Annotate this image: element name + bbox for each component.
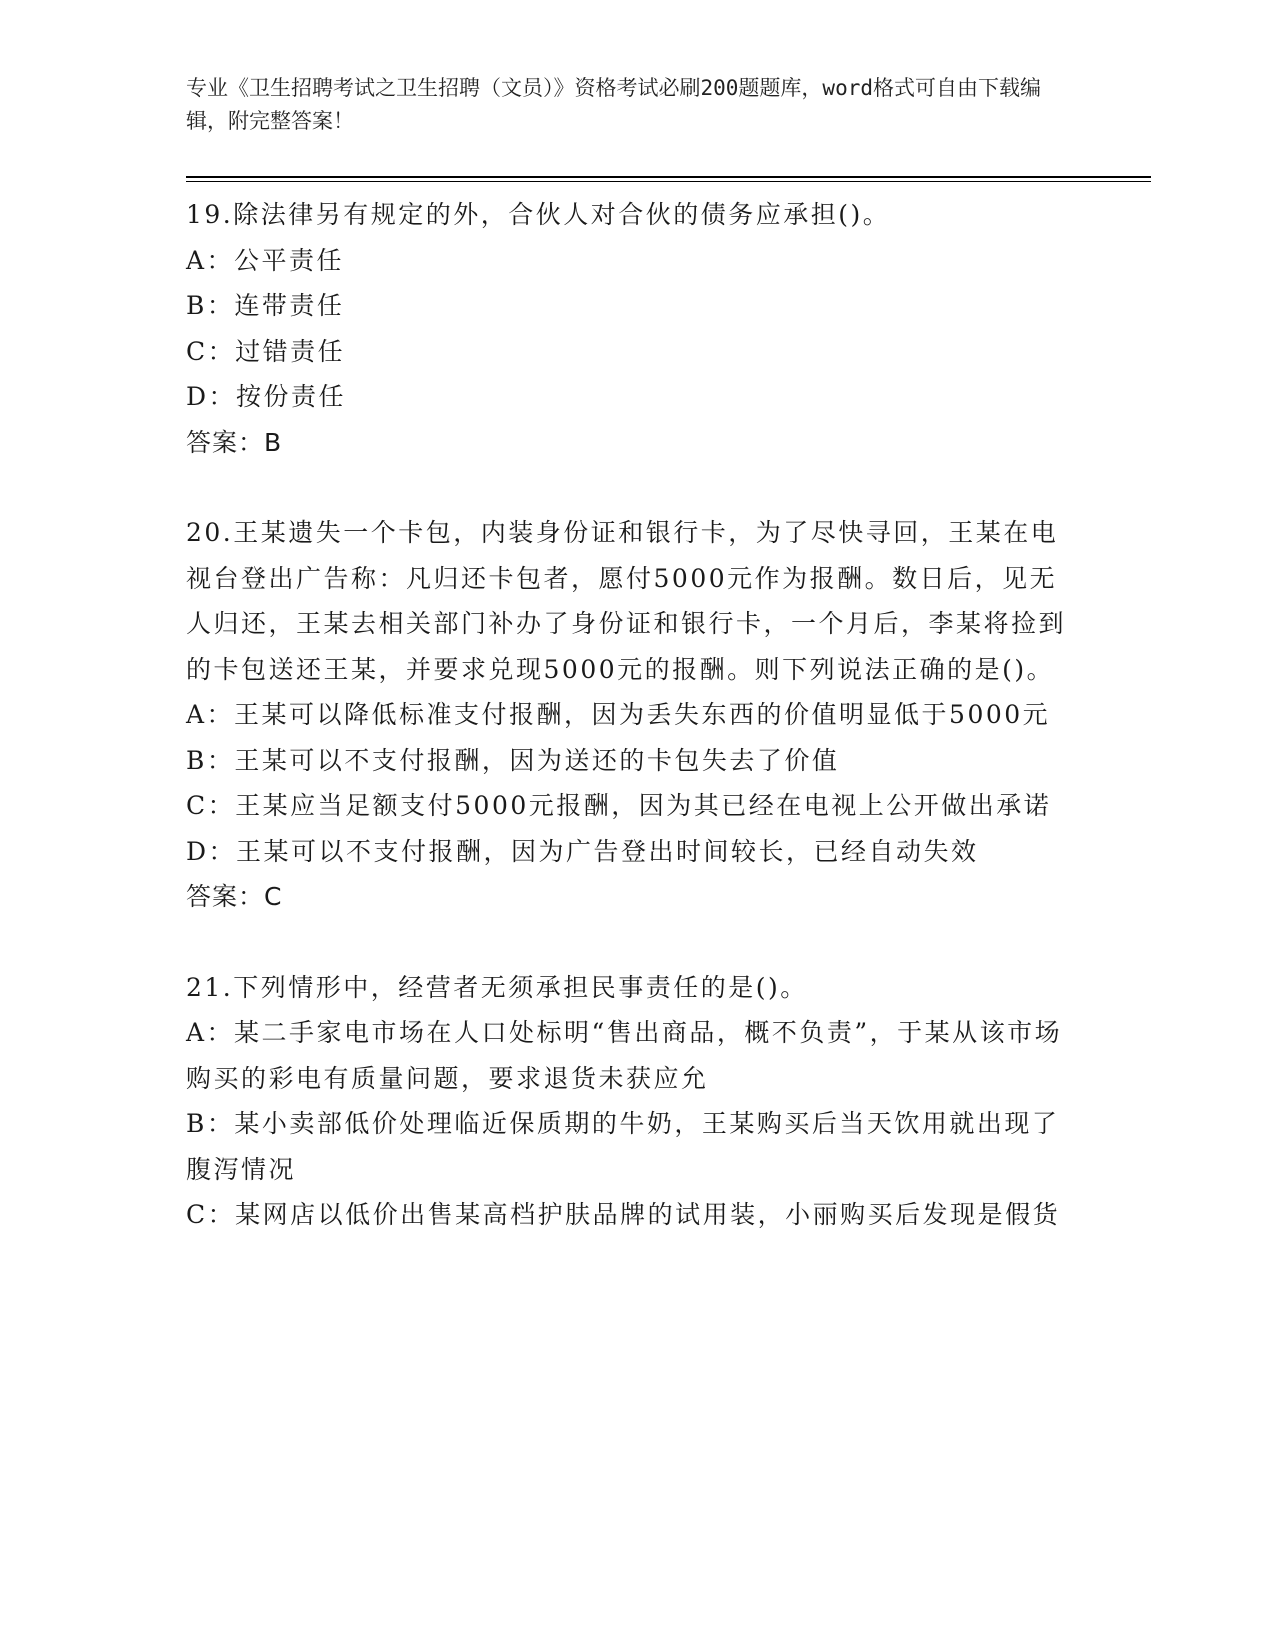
option-a: A：公平责任 bbox=[186, 245, 345, 275]
document-header: 专业《卫生招聘考试之卫生招聘（文员）》资格考试必刷200题题库，word格式可自由下载编辑，附完整答案！ bbox=[186, 76, 1041, 133]
answer: 答案：C bbox=[186, 882, 283, 911]
option-a: A：王某可以降低标准支付报酬，因为丢失东西的价值明显低于5000元 bbox=[186, 700, 1051, 729]
question-19 bbox=[186, 192, 1076, 465]
option-c: C：某网店以低价出售某高档护肤品牌的试用装，小丽购买后发现是假货 bbox=[186, 1200, 1061, 1229]
option-c: C：王某应当足额支付5000元报酬，因为其已经在电视上公开做出承诺 bbox=[186, 791, 1052, 820]
option-b: B：连带责任 bbox=[186, 291, 345, 320]
option-a: A：某二手家电市场在人口处标明“售出商品，概不负责”，于某从该市场购买的彩电有质量问题，要求退货未获应允 bbox=[186, 1018, 1063, 1093]
header-rule-thick bbox=[186, 176, 1151, 178]
option-b: B：王某可以不支付报酬，因为送还的卡包失去了价值 bbox=[186, 745, 840, 775]
question-20 bbox=[186, 510, 1076, 920]
question-21 bbox=[186, 965, 1076, 1238]
option-d: D：按份责任 bbox=[186, 382, 347, 411]
answer: 答案：B bbox=[186, 427, 283, 457]
question-list bbox=[186, 192, 1076, 1238]
header-rule-thin bbox=[186, 181, 1151, 182]
option-d: D：王某可以不支付报酬，因为广告登出时间较长，已经自动失效 bbox=[186, 836, 979, 866]
question-text: 19.除法律另有规定的外，合伙人对合伙的债务应承担()。 bbox=[186, 200, 891, 229]
question-text: 21.下列情形中，经营者无须承担民事责任的是()。 bbox=[186, 972, 808, 1002]
option-b: B：某小卖部低价处理临近保质期的牛奶，王某购买后当天饮用就出现了腹泻情况 bbox=[186, 1109, 1060, 1184]
option-c: C：过错责任 bbox=[186, 336, 346, 366]
question-text: 20.王某遗失一个卡包，内装身份证和银行卡，为了尽快寻回，王某在电视台登出广告称：凡归还卡包者，愿付5000元作为报酬。数日后，见无人归还，王某去相关部门补办了身份证和银行卡，一个月后，李某将捡到的卡包送还王某，并要求兑现5000元的报酬。则下列说法正确的是()。 bbox=[186, 518, 1067, 684]
